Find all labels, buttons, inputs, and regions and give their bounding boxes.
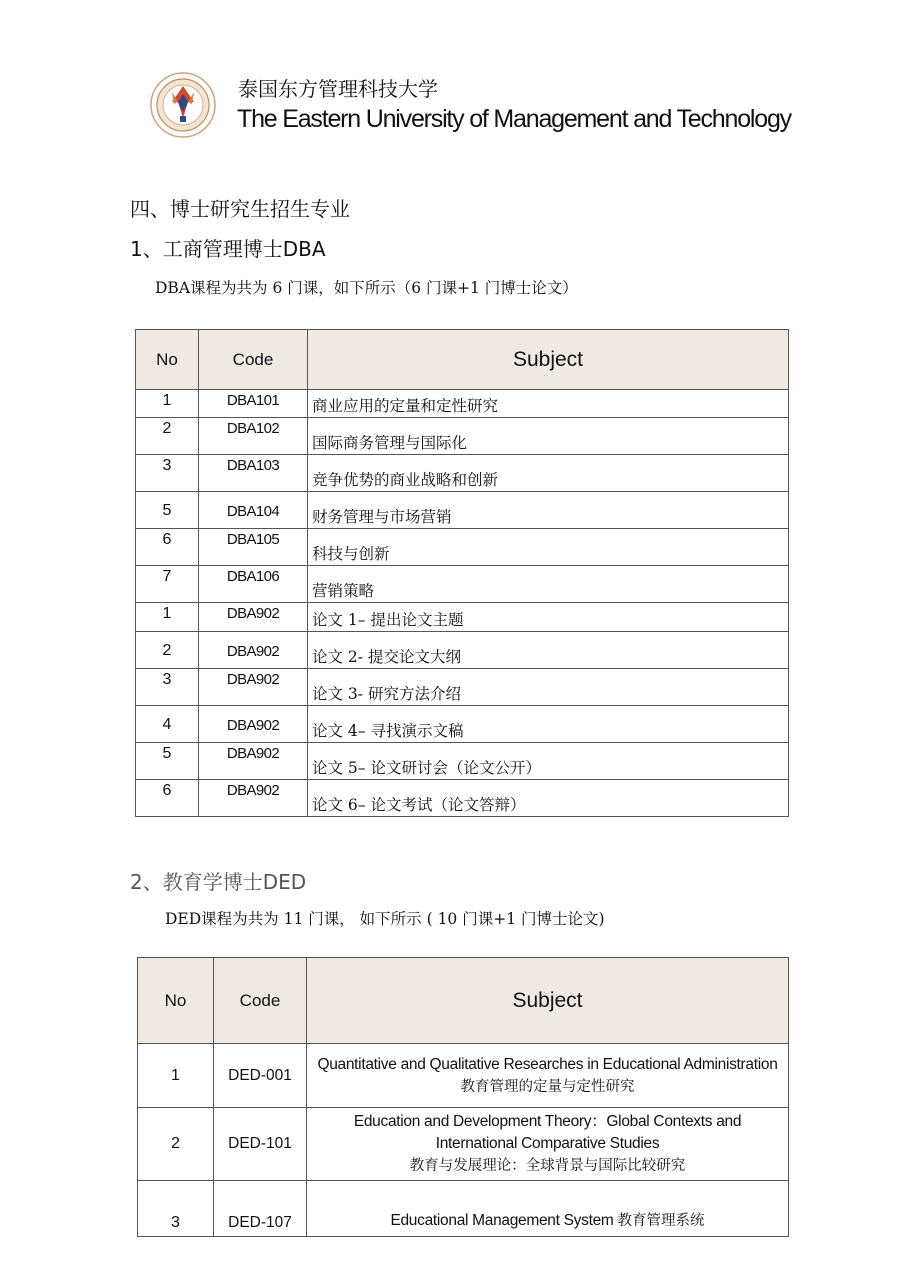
row-subject: 国际商务管理与国际化 [308, 418, 789, 455]
table-row [138, 1108, 789, 1181]
row-code: DED-101 [214, 1108, 307, 1181]
subject-cn: 教育与发展理论：全球背景与国际比较研究 [409, 1158, 686, 1174]
row-subject: 商业应用的定量和定性研究 [308, 390, 789, 418]
row-no: 2 [136, 418, 199, 455]
row-subject [307, 1108, 789, 1181]
ded-intro: DED课程为共为 11 门课， 如下所示 ( 10 门课+1 门博士论文) [165, 910, 605, 928]
dba-title: 1、工商管理博士DBA [130, 237, 326, 261]
row-no: 3 [136, 455, 199, 492]
table-row [136, 669, 789, 706]
row-code: DBA103 [199, 455, 308, 492]
table-row [136, 743, 789, 780]
row-no: 6 [136, 780, 199, 817]
row-code: DED-107 [214, 1181, 307, 1237]
row-subject [307, 1181, 789, 1237]
row-code: DBA902 [199, 780, 308, 817]
row-no: 4 [136, 706, 199, 743]
table-row [136, 780, 789, 817]
column-header-subject: Subject [308, 330, 789, 390]
university-seal-icon [150, 72, 216, 138]
row-code: DBA902 [199, 632, 308, 669]
dba-intro: DBA课程为共为 6 门课，如下所示（6 门课+1 门博士论文） [155, 279, 578, 297]
row-subject: 营销策略 [308, 566, 789, 603]
row-subject: 论文 3- 研究方法介绍 [308, 669, 789, 706]
table-row [138, 1181, 789, 1237]
university-name-cn: 泰国东方管理科技大学 [238, 77, 438, 101]
row-code: DBA106 [199, 566, 308, 603]
row-no: 1 [136, 390, 199, 418]
section-title: 四、博士研究生招生专业 [130, 197, 350, 221]
dba-course-table [135, 329, 789, 817]
table-row [136, 529, 789, 566]
table-row [138, 1044, 789, 1108]
table-row [136, 706, 789, 743]
table-header-row [136, 330, 789, 390]
ded-course-table [137, 957, 789, 1237]
column-header-code: Code [199, 330, 308, 390]
table-row [136, 492, 789, 529]
subject-en: Quantitative and Qualitative Researches in Educational Administration [317, 1055, 778, 1073]
column-header-no: No [136, 330, 199, 390]
table-row [136, 603, 789, 632]
row-code: DBA101 [199, 390, 308, 418]
subject-cn: 教育管理系统 [617, 1213, 705, 1229]
row-code: DBA102 [199, 418, 308, 455]
row-subject: 论文 5– 论文研讨会（论文公开） [308, 743, 789, 780]
table-row [136, 390, 789, 418]
row-no: 6 [136, 529, 199, 566]
row-no: 3 [138, 1181, 214, 1237]
row-code: DBA902 [199, 669, 308, 706]
column-header-code: Code [214, 958, 307, 1044]
row-subject: 论文 4– 寻找演示文稿 [308, 706, 789, 743]
table-row [136, 418, 789, 455]
row-code: DBA105 [199, 529, 308, 566]
table-header-row [138, 958, 789, 1044]
row-subject: 论文 2- 提交论文大纲 [308, 632, 789, 669]
row-no: 2 [138, 1108, 214, 1181]
table-row [136, 455, 789, 492]
row-no: 5 [136, 743, 199, 780]
row-code: DBA902 [199, 743, 308, 780]
row-code: DBA902 [199, 603, 308, 632]
row-no: 1 [136, 603, 199, 632]
row-code: DBA104 [199, 492, 308, 529]
table-row [136, 632, 789, 669]
row-subject: 竞争优势的商业战略和创新 [308, 455, 789, 492]
row-subject: 财务管理与市场营销 [308, 492, 789, 529]
row-no: 7 [136, 566, 199, 603]
subject-cn: 教育管理的定量与定性研究 [460, 1078, 635, 1095]
row-subject: 论文 1– 提出论文主题 [308, 603, 789, 632]
row-subject: 论文 6– 论文考试（论文答辩） [308, 780, 789, 817]
ded-title: 2、教育学博士DED [130, 870, 307, 894]
column-header-subject: Subject [307, 958, 789, 1044]
subject-en: Education and Development Theory：Global Contexts and International Comparative Studies [353, 1113, 742, 1152]
row-no: 3 [136, 669, 199, 706]
row-code: DED-001 [214, 1044, 307, 1108]
row-code: DBA902 [199, 706, 308, 743]
row-no: 1 [138, 1044, 214, 1108]
table-row [136, 566, 789, 603]
row-no: 5 [136, 492, 199, 529]
subject-en: Educational Management System [390, 1212, 614, 1229]
row-subject [307, 1044, 789, 1108]
row-no: 2 [136, 632, 199, 669]
row-subject: 科技与创新 [308, 529, 789, 566]
column-header-no: No [138, 958, 214, 1044]
university-name-en: The Eastern University of Management and Technology [237, 105, 791, 133]
